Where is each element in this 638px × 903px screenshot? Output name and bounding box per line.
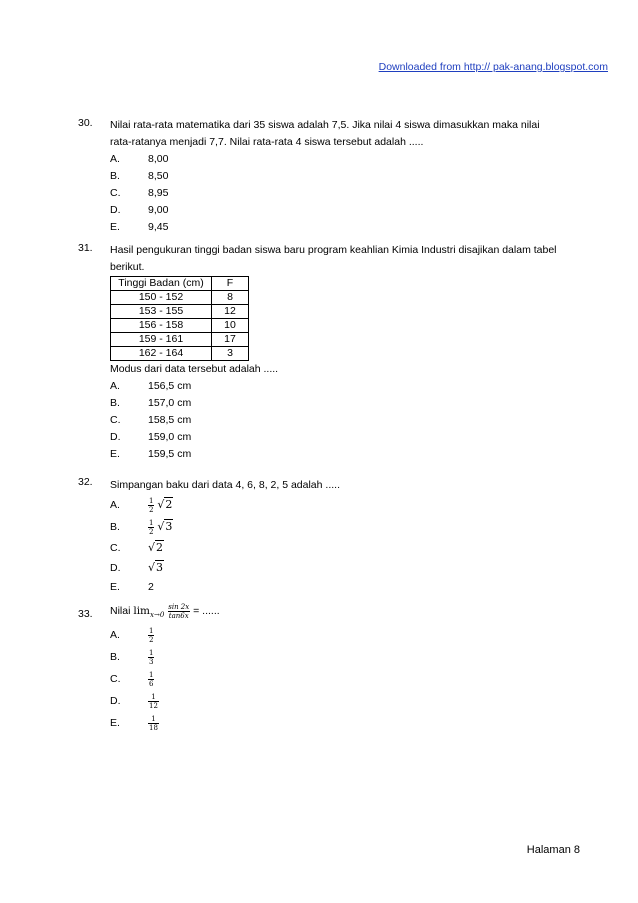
- question-number: 32.: [78, 476, 93, 488]
- question-text-line: Modus dari data tersebut adalah .....: [110, 363, 279, 375]
- question-number: 30.: [78, 117, 93, 129]
- option-b: B. 8,50: [110, 170, 169, 182]
- question-text-line: Simpangan baku dari data 4, 6, 8, 2, 5 adalah .....: [110, 479, 340, 491]
- height-frequency-table: [110, 276, 249, 361]
- limit-fraction: $\frac{\sin 2x}{\tan 6x}$: [168, 602, 190, 620]
- square-root: √2: [157, 498, 173, 511]
- answer-fraction: $\frac{1}{2}$: [149, 626, 154, 644]
- option-a: A. 8,00: [110, 153, 169, 165]
- option-d: D. 159,0 cm: [110, 431, 192, 443]
- option-a: A. $\frac{1}{2}$: [110, 626, 154, 644]
- option-e: E. 2: [110, 581, 154, 593]
- table-header: F: [212, 277, 249, 291]
- option-b: B. $\frac{1}{2}$ √3: [110, 518, 173, 536]
- option-e: E. $\frac{1}{18}$: [110, 714, 158, 732]
- coefficient-fraction: $\frac{1}{2}$: [149, 518, 154, 536]
- table-header: Tinggi Badan (cm): [111, 277, 212, 291]
- square-root: √3: [148, 561, 164, 574]
- answer-fraction: $\frac{1}{12}$: [149, 692, 158, 710]
- table-row: 159 - 161 17: [111, 333, 249, 347]
- option-c: C. √2: [110, 541, 164, 554]
- table-row: 156 - 158 10: [111, 319, 249, 333]
- table-row: 162 - 164 3: [111, 347, 249, 361]
- page-number: Halaman 8: [526, 844, 580, 856]
- option-b: B. 157,0 cm: [110, 397, 192, 409]
- table-row: 153 - 155 12: [111, 305, 249, 319]
- option-a: A. $\frac{1}{2}$ √2: [110, 496, 173, 514]
- question-number: 31.: [78, 242, 93, 254]
- option-b: B. $\frac{1}{3}$: [110, 648, 154, 666]
- question-text-line: Nilai $\lim_{x\to 0}$ $\frac{\sin 2x}{\tan 6x}$ = ......: [110, 602, 220, 620]
- coefficient-fraction: $\frac{1}{2}$: [149, 496, 154, 514]
- question-text-line: Nilai rata-rata matematika dari 35 siswa adalah 7,5. Jika nilai 4 siswa dimasukkan maka nilai: [110, 119, 540, 131]
- square-root: √3: [157, 520, 173, 533]
- answer-fraction: $\frac{1}{3}$: [149, 648, 154, 666]
- question-text-line: Hasil pengukuran tinggi badan siswa baru program keahlian Kimia Industri disajikan dalam tabel: [110, 244, 557, 256]
- answer-fraction: $\frac{1}{6}$: [149, 670, 154, 688]
- limit-expression: $\lim_{x\to 0}$: [133, 605, 165, 619]
- option-a: A. 156,5 cm: [110, 380, 192, 392]
- option-c: C. 8,95: [110, 187, 169, 199]
- option-d: D. $\frac{1}{12}$: [110, 692, 158, 710]
- source-link[interactable]: Downloaded from http:// pak-anang.blogspot.com: [378, 61, 608, 73]
- option-e: E. 159,5 cm: [110, 448, 192, 460]
- question-text-line: berikut.: [110, 261, 145, 273]
- option-c: C. 158,5 cm: [110, 414, 192, 426]
- option-d: D. √3: [110, 561, 164, 574]
- square-root: √2: [148, 541, 164, 554]
- question-text-line: rata-ratanya menjadi 7,7. Nilai rata-rata 4 siswa tersebut adalah .....: [110, 136, 424, 148]
- answer-fraction: $\frac{1}{18}$: [149, 714, 158, 732]
- option-d: D. 9,00: [110, 204, 169, 216]
- question-number: 33.: [78, 608, 93, 620]
- table-row: 150 - 152 8: [111, 291, 249, 305]
- option-e: E. 9,45: [110, 221, 169, 233]
- option-c: C. $\frac{1}{6}$: [110, 670, 154, 688]
